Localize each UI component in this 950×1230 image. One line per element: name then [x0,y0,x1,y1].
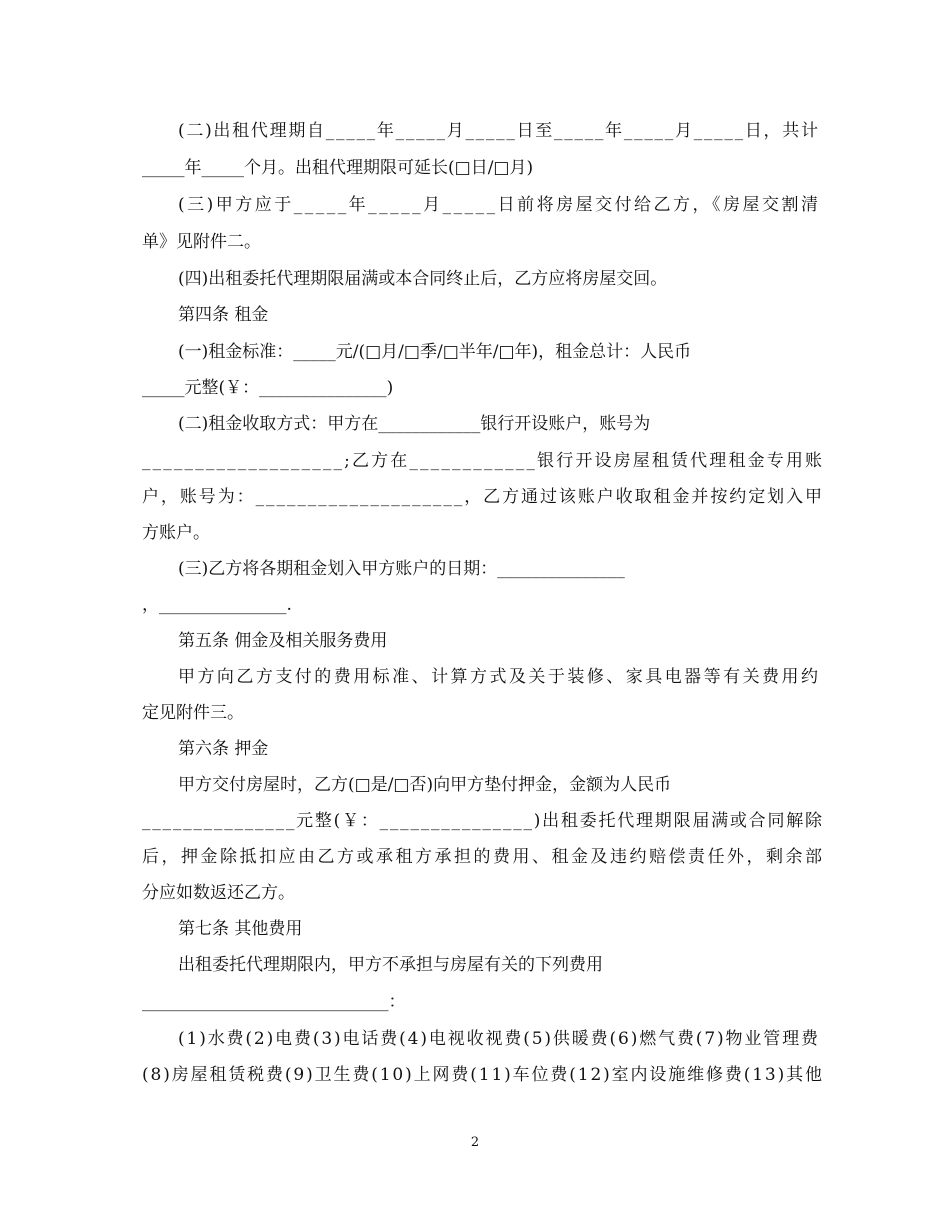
section-heading: 第四条 租金 [178,305,269,325]
text-line: _____________________________： [142,992,406,1012]
text-line: 定见附件三。 [142,703,244,723]
text-line: _____元整(￥：_______________) [142,378,394,398]
text-line: (8)房屋租赁税费(9)卫生费(10)上网费(11)车位费(12)室内设施维修费(13)其他 [142,1065,824,1085]
text-line: _____年_____个月。出租代理期限可延长(□日/□月) [142,158,534,178]
page-number: 2 [470,1135,480,1150]
text-line: 方账户。 [142,523,210,543]
section-heading: 第七条 其他费用 [178,919,303,939]
text-line: (三)甲方应于_____年_____月_____日前将房屋交付给乙方，《房屋交割清 [178,195,821,215]
text-line: 甲方交付房屋时，乙方(□是/□否)向甲方垫付押金，金额为人民币 [178,775,672,795]
text-line: 出租委托代理期限内，甲方不承担与房屋有关的下列费用 [178,955,603,975]
text-line: (二)租金收取方式：甲方在____________银行开设账户，账号为 [178,414,651,434]
section-heading: 第五条 佣金及相关服务费用 [178,631,388,651]
text-line: 单》见附件二。 [142,232,261,252]
section-heading: 第六条 押金 [178,739,269,759]
text-line: ___________________;乙方在____________银行开设房屋租赁代理租金专用账 [142,451,825,471]
text-line: (四)出租委托代理期限届满或本合同终止后，乙方应将房屋交回。 [178,269,668,289]
text-line: 分应如数返还乙方。 [142,883,295,903]
text-line: ，_______________. [142,595,292,615]
text-line: _______________元整(￥：_______________)出租委托代理期限届满或合同解除 [142,811,824,831]
text-line: 户，账号为：____________________，乙方通过该账户收取租金并按约定划入甲 [142,487,824,507]
text-line: (三)乙方将各期租金划入甲方账户的日期：_______________ [178,559,625,579]
text-line: 甲方向乙方支付的费用标准、计算方式及关于装修、家具电器等有关费用约 [178,667,821,687]
text-line: 后，押金除抵扣应由乙方或承租方承担的费用、租金及违约赔偿责任外，剩余部 [142,847,825,867]
text-line: (一)租金标准：_____元/(□月/□季/□半年/□年)，租金总计：人民币 [178,342,692,362]
text-line: (二)出租代理期自_____年_____月_____日至_____年_____月_____日，共计 [178,121,820,141]
text-line: (1)水费(2)电费(3)电话费(4)电视收视费(5)供暖费(6)燃气费(7)物业管理费 [178,1029,820,1049]
